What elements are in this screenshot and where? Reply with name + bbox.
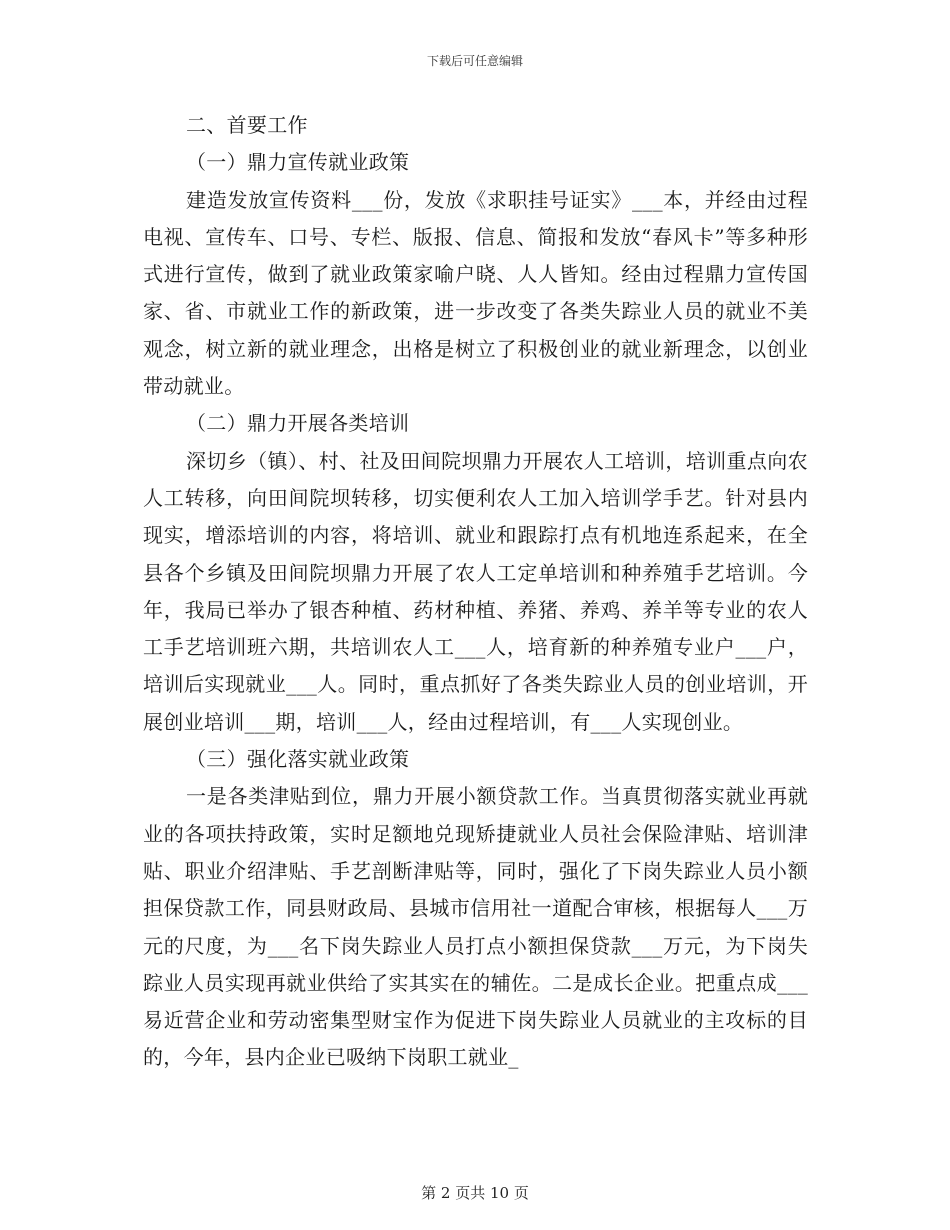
subsection-title-3: （三）强化落实就业政策: [186, 747, 410, 772]
document-body: [143, 107, 808, 1077]
paragraph-1: 建造发放宣传资料___份，发放《求职挂号证实》___本，并经由过程电视、宣传车、口号、专栏、版报、信息、简报和发放“春风卡”等多种形式进行宣传，做到了就业政策家喻户晓、人人皆知。经由过程鼎力宣传国家、省、市就业工作的新政策，进一步改变了各类失踪业人员的就业不美观念，树立新的就业理念，出格是树立了积极创业的就业新理念，以创业带动就业。: [143, 187, 808, 399]
section-title: 二、首要工作: [186, 113, 308, 137]
page-header: 下载后可任意编辑: [426, 54, 523, 68]
paragraph-2: 深切乡（镇）、村、社及田间院坝鼎力开展农人工培训，培训重点向农人工转移，向田间院坝转移，切实便利农人工加入培训学手艺。针对县内现实，增添培训的内容，将培训、就业和跟踪打点有机地连系起来，在全县各个乡镇及田间院坝鼎力开展了农人工定单培训和种养殖手艺培训。今年，我局已举办了银杏种植、药材种植、养猪、养鸡、养羊等专业的农人工手艺培训班六期，共培训农人工___人，培育新的种养殖专业户___户，培训后实现就业___人。同时，重点抓好了各类失踪业人员的创业培训，开展创业培训___期，培训___人，经由过程培训，有___人实现创业。: [143, 448, 808, 734]
paragraph-3: 一是各类津贴到位，鼎力开展小额贷款工作。当真贯彻落实就业再就业的各项扶持政策，实时足额地兑现矫捷就业人员社会保险津贴、培训津贴、职业介绍津贴、手艺剖断津贴等，同时，强化了下岗失踪业人员小额担保贷款工作，同县财政局、县城市信用社一道配合审核，根据每人___万元的尺度，为___名下岗失踪业人员打点小额担保贷款___万元，为下岗失踪业人员实现再就业供给了实其实在的辅佐。二是成长企业。把重点成___易近营企业和劳动密集型财宝作为促进下岗失踪业人员就业的主攻标的目的，今年，县内企业已吸纳下岗职工就业_: [143, 784, 808, 1070]
subsection-title-2: （二）鼎力开展各类培训: [186, 411, 410, 436]
subsection-title-1: （一）鼎力宣传就业政策: [186, 150, 410, 175]
page-footer: 第 2 页共 10 页: [421, 1184, 529, 1202]
